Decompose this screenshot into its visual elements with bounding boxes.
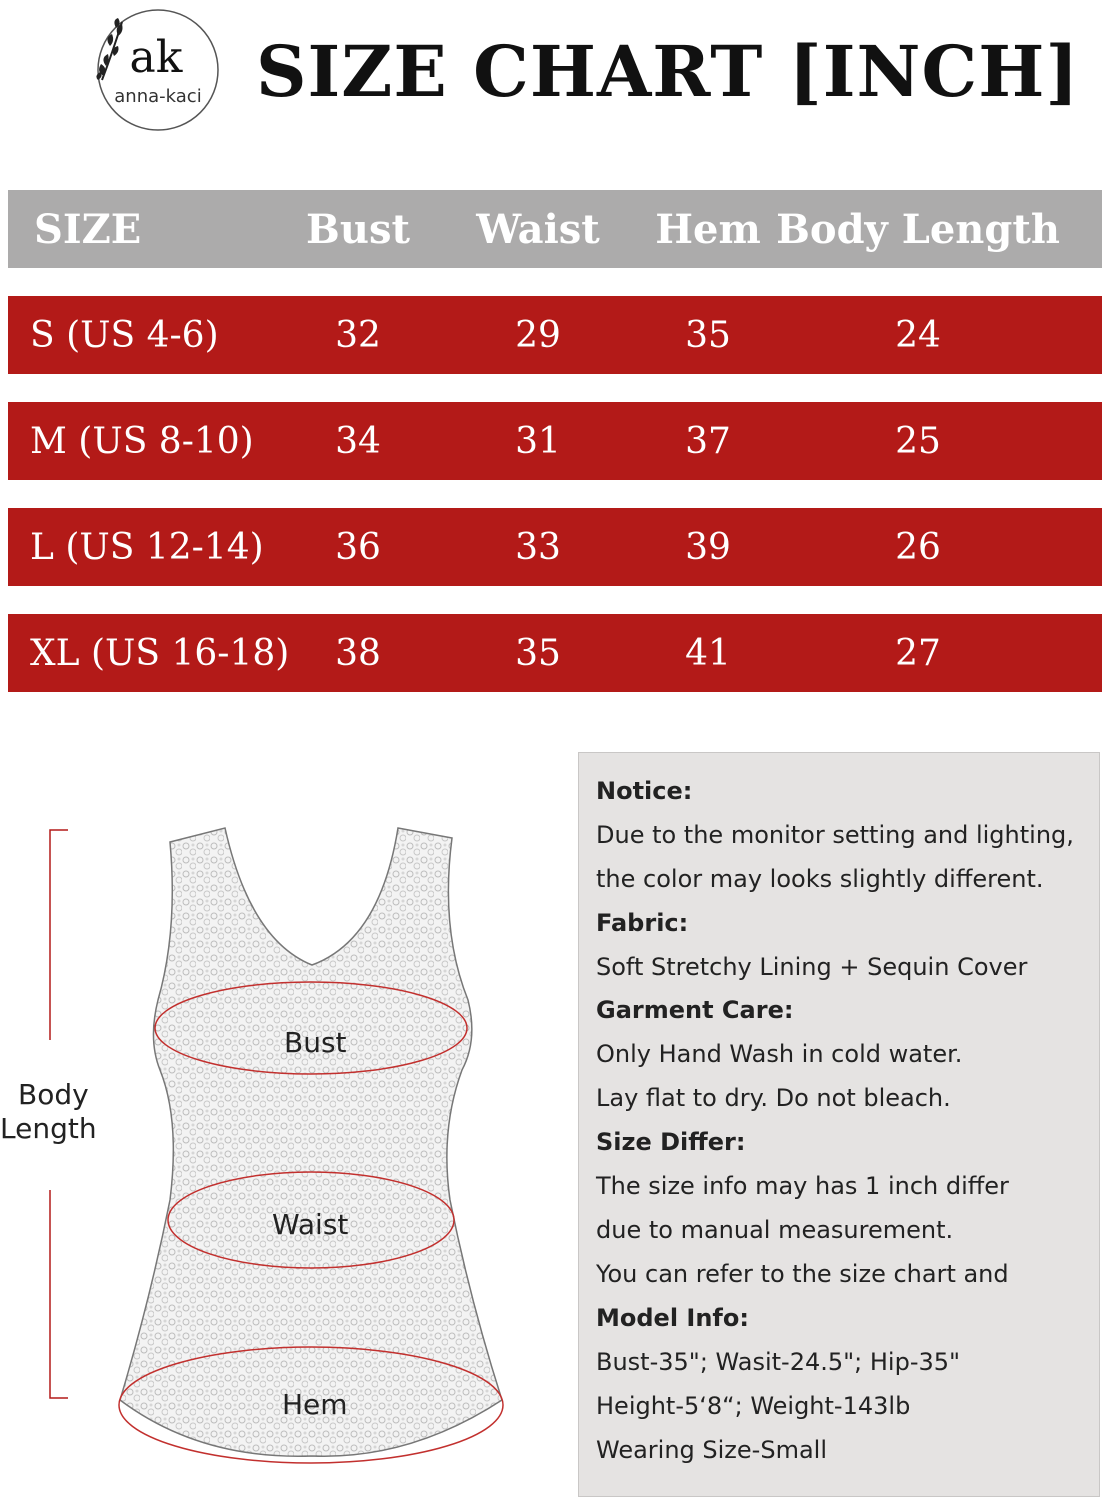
cell-body-length: 25 xyxy=(895,420,941,462)
cell-waist: 35 xyxy=(515,632,561,674)
model-info-text: Bust-35"; Wasit-24.5"; Hip-35" xyxy=(596,1348,961,1376)
brand-logo xyxy=(96,6,224,134)
table-row xyxy=(8,402,1102,480)
table-row xyxy=(8,296,1102,374)
table-row xyxy=(8,614,1102,692)
body-length-label-line2: Length xyxy=(0,1112,97,1145)
table-row xyxy=(8,508,1102,586)
notice-text: the color may looks slightly different. xyxy=(596,865,1044,893)
cell-bust: 36 xyxy=(335,526,381,568)
logo-emblem xyxy=(96,6,224,134)
page-title: SIZE CHART [INCH] xyxy=(256,30,1080,113)
cell-bust: 32 xyxy=(335,314,381,356)
body-length-label-line1: Body xyxy=(18,1078,89,1111)
fabric-text: Soft Stretchy Lining + Sequin Cover xyxy=(596,953,1028,981)
care-text: Lay flat to dry. Do not bleach. xyxy=(596,1084,951,1112)
notice-text: Due to the monitor setting and lighting, xyxy=(596,821,1074,849)
model-info-text: Height-5‘8“; Weight-143lb xyxy=(596,1392,911,1420)
cell-bust: 38 xyxy=(335,632,381,674)
header-size: SIZE xyxy=(34,205,142,253)
cell-hem: 35 xyxy=(685,314,731,356)
header-hem: Hem xyxy=(655,205,761,253)
cell-size: M (US 8-10) xyxy=(30,420,254,462)
cell-waist: 31 xyxy=(515,420,561,462)
care-text: Only Hand Wash in cold water. xyxy=(596,1040,963,1068)
hem-label: Hem xyxy=(282,1388,348,1421)
waist-label: Waist xyxy=(272,1208,349,1241)
cell-size: L (US 12-14) xyxy=(30,526,264,568)
tank-top-illustration xyxy=(0,800,560,1500)
cell-size: XL (US 16-18) xyxy=(30,632,290,674)
size-table-header xyxy=(8,190,1102,268)
care-heading: Garment Care: xyxy=(596,996,794,1024)
logo-brand-name: anna-kaci xyxy=(114,86,202,107)
size-differ-heading: Size Differ: xyxy=(596,1128,746,1156)
cell-waist: 29 xyxy=(515,314,561,356)
size-differ-text: due to manual measurement. xyxy=(596,1216,954,1244)
size-differ-text: You can refer to the size chart and xyxy=(596,1260,1009,1288)
garment-diagram xyxy=(0,800,560,1500)
fabric-heading: Fabric: xyxy=(596,909,689,937)
cell-bust: 34 xyxy=(335,420,381,462)
cell-body-length: 24 xyxy=(895,314,941,356)
cell-hem: 39 xyxy=(685,526,731,568)
cell-size: S (US 4-6) xyxy=(30,314,219,356)
notice-heading: Notice: xyxy=(596,777,693,805)
cell-body-length: 27 xyxy=(895,632,941,674)
bust-label: Bust xyxy=(284,1026,347,1059)
model-info-heading: Model Info: xyxy=(596,1304,749,1332)
model-info-text: Wearing Size-Small xyxy=(596,1436,827,1464)
logo-monogram: ak xyxy=(129,32,183,83)
cell-body-length: 26 xyxy=(895,526,941,568)
header-waist: Waist xyxy=(476,205,600,253)
cell-waist: 33 xyxy=(515,526,561,568)
header-bust: Bust xyxy=(306,205,410,253)
cell-hem: 37 xyxy=(685,420,731,462)
cell-hem: 41 xyxy=(685,632,731,674)
size-differ-text: The size info may has 1 inch differ xyxy=(596,1172,1009,1200)
header-body-length: Body Length xyxy=(776,205,1060,253)
notice-box xyxy=(578,752,1100,1497)
